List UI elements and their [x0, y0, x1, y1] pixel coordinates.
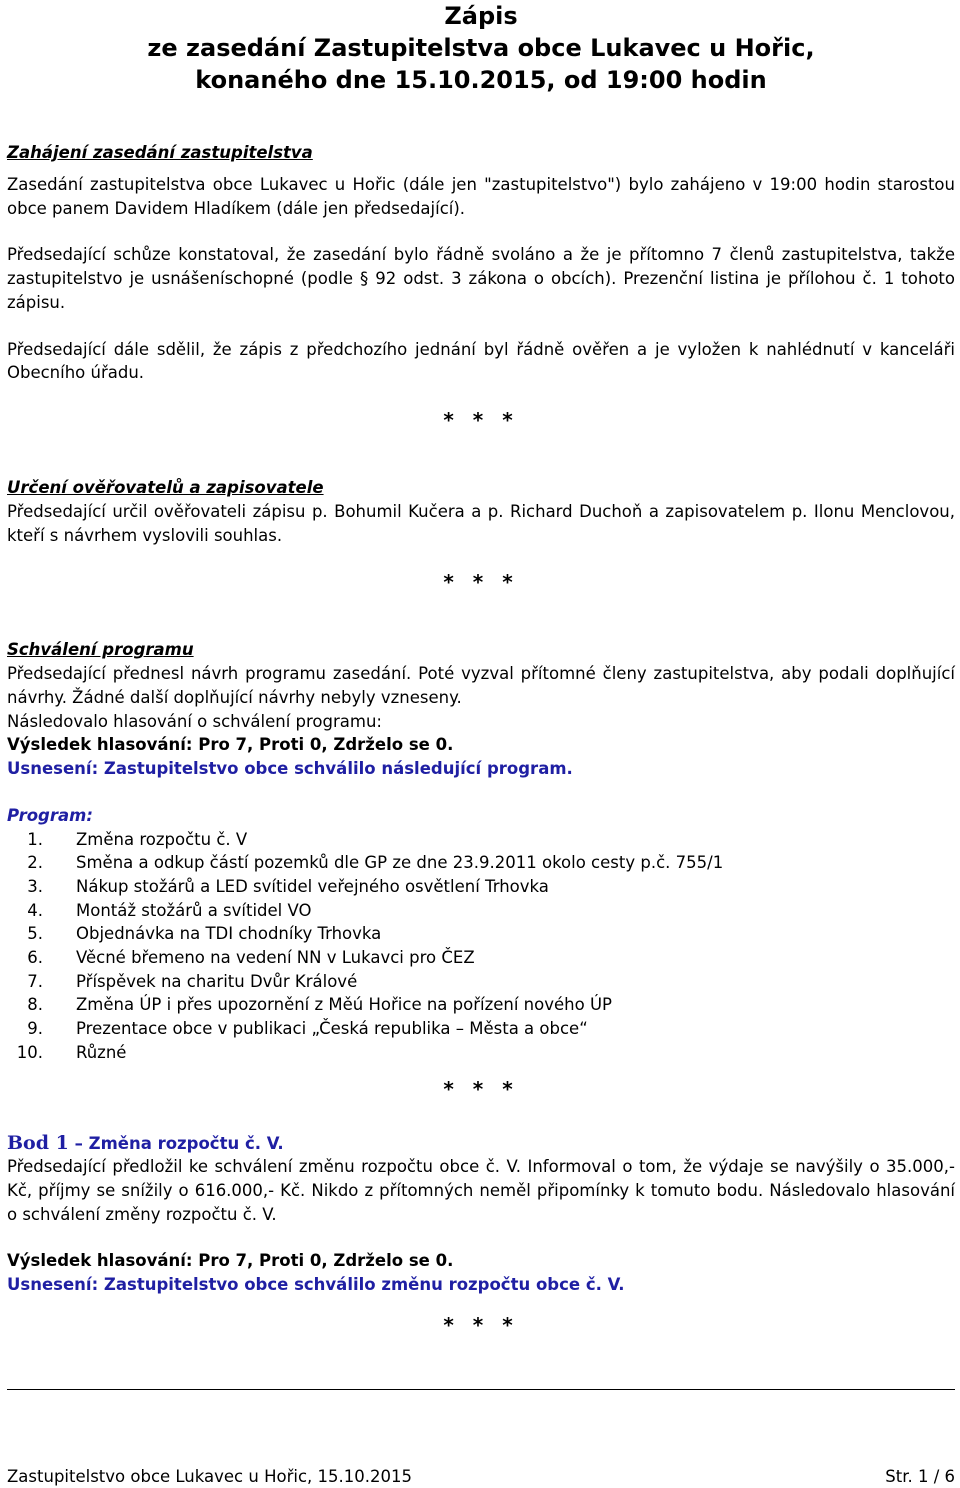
program-item-text: Objednávka na TDI chodníky Trhovka — [76, 924, 382, 944]
paragraph-verifiers: Předsedající určil ověřovateli zápisu p. Bohumil Kučera a p. Richard Duchoň a zapisovatelem p. Ilonu Menclovou, kteří s návrhem vyslovili souhlas. — [7, 501, 955, 545]
item-number: Bod 1 — [7, 1131, 69, 1154]
program-item-number: 3. — [27, 876, 43, 896]
program-item-number: 1. — [27, 829, 43, 849]
paragraph-budget-change: Předsedající předložil ke schválení změnu rozpočtu obce č. V. Informoval o tom, že výdaje se navýšily o 35.000,- Kč, příjmy se snížily o 616.000,- Kč. Nikdo z přítomných neměl připomínky k tomuto bodu. Následovalo hlasování o schválení změny rozpočtu č. V. — [7, 1157, 955, 1224]
program-item-text: Příspěvek na charitu Dvůr Králové — [76, 971, 358, 991]
item-heading — [7, 1132, 955, 1156]
section-heading-program-approval: Schválení programu — [7, 640, 194, 660]
program-item — [7, 993, 955, 1017]
program-item-number: 4. — [27, 900, 43, 920]
section-separator: * * * — [443, 1312, 519, 1337]
program-item-number: 7. — [27, 971, 43, 991]
program-item-number: 10. — [16, 1042, 43, 1062]
footer-text: Zastupitelstvo obce Lukavec u Hořic, 15.10.2015 — [7, 1467, 412, 1486]
program-item — [7, 970, 955, 994]
program-item-number: 8. — [27, 995, 43, 1015]
item-title: – Změna rozpočtu č. V. — [74, 1133, 284, 1153]
vote-result: Výsledek hlasování: Pro 7, Proti 0, Zdrželo se 0. — [7, 1251, 454, 1271]
program-item-number: 5. — [27, 924, 43, 944]
program-item — [7, 1017, 955, 1041]
vote-result: Výsledek hlasování: Pro 7, Proti 0, Zdrželo se 0. — [7, 735, 454, 755]
program-item-number: 9. — [27, 1019, 43, 1039]
paragraph-opening: Zasedání zastupitelstva obce Lukavec u Hořic (dále jen "zastupitelstvo") bylo zahájeno v 19:00 hodin starostou obce panem Davidem Hladíkem (dále jen předsedající). — [7, 175, 955, 218]
resolution-text: Usnesení: Zastupitelstvo obce schválilo změnu rozpočtu obce č. V. — [7, 1275, 625, 1295]
program-item-text: Změna ÚP i přes upozornění z Měú Hořice na pořízení nového ÚP — [76, 995, 612, 1015]
title-line-2: ze zasedání Zastupitelstva obce Lukavec u Hořic, — [147, 34, 815, 62]
program-item — [7, 828, 955, 852]
title-line-1: Zápis — [444, 2, 518, 30]
program-item-text: Nákup stožárů a LED svítidel veřejného osvětlení Trhovka — [76, 876, 549, 896]
paragraph-previous-minutes: Předsedající dále sdělil, že zápis z předchozího jednání byl řádně ověřen a je vyložen k nahlédnutí v kanceláři Obecního úřadu. — [7, 339, 955, 383]
program-heading: Program: — [7, 805, 93, 825]
program-item — [7, 875, 955, 899]
paragraph-program-vote-intro: Následovalo hlasování o schválení programu: — [7, 711, 382, 731]
program-item — [7, 899, 955, 923]
program-list — [7, 828, 955, 1065]
resolution-text: Usnesení: Zastupitelstvo obce schválilo následující program. — [7, 759, 573, 779]
program-item — [7, 922, 955, 946]
section-separator: * * * — [443, 1076, 519, 1101]
program-item — [7, 1041, 955, 1065]
program-item-number: 2. — [27, 853, 43, 873]
program-item-text: Prezentace obce v publikaci „Česká republika – Města a obce“ — [76, 1019, 588, 1039]
paragraph-program-proposal: Předsedající přednesl návrh programu zasedání. Poté vyzval přítomné členy zastupitelstva, aby podali doplňující návrhy. Žádné další doplňující návrhy nebyly vzneseny. — [7, 664, 955, 708]
paragraph-quorum: Předsedající schůze konstatoval, že zasedání bylo řádně svoláno a že je přítomno 7 členů zastupitelstva, takže zastupitelstvo je usnášeníschopné (podle § 92 odst. 3 zákona o obcích). Prezenční listina je přílohou č. 1 tohoto zápisu. — [7, 245, 955, 312]
title-line-3: konaného dne 15.10.2015, od 19:00 hodin — [195, 66, 767, 94]
program-item-text: Směna a odkup částí pozemků dle GP ze dne 23.9.2011 okolo cesty p.č. 755/1 — [76, 853, 724, 873]
program-item-text: Různé — [76, 1042, 127, 1062]
program-item-text: Věcné břemeno na vedení NN v Lukavci pro ČEZ — [76, 948, 475, 968]
footer-divider — [7, 1389, 955, 1390]
section-separator: * * * — [443, 570, 519, 595]
section-heading-opening: Zahájení zasedání zastupitelstva — [7, 143, 313, 162]
program-item-text: Montáž stožárů a svítidel VO — [76, 900, 312, 920]
program-item — [7, 946, 955, 970]
section-separator: * * * — [443, 407, 519, 432]
document-title — [7, 0, 955, 96]
program-item — [7, 851, 955, 875]
page-number: Str. 1 / 6 — [885, 1467, 955, 1486]
section-heading-verifiers: Určení ověřovatelů a zapisovatele — [7, 477, 324, 497]
program-item-number: 6. — [27, 948, 43, 968]
document-page — [7, 0, 955, 1337]
program-item-text: Změna rozpočtu č. V — [76, 829, 248, 849]
